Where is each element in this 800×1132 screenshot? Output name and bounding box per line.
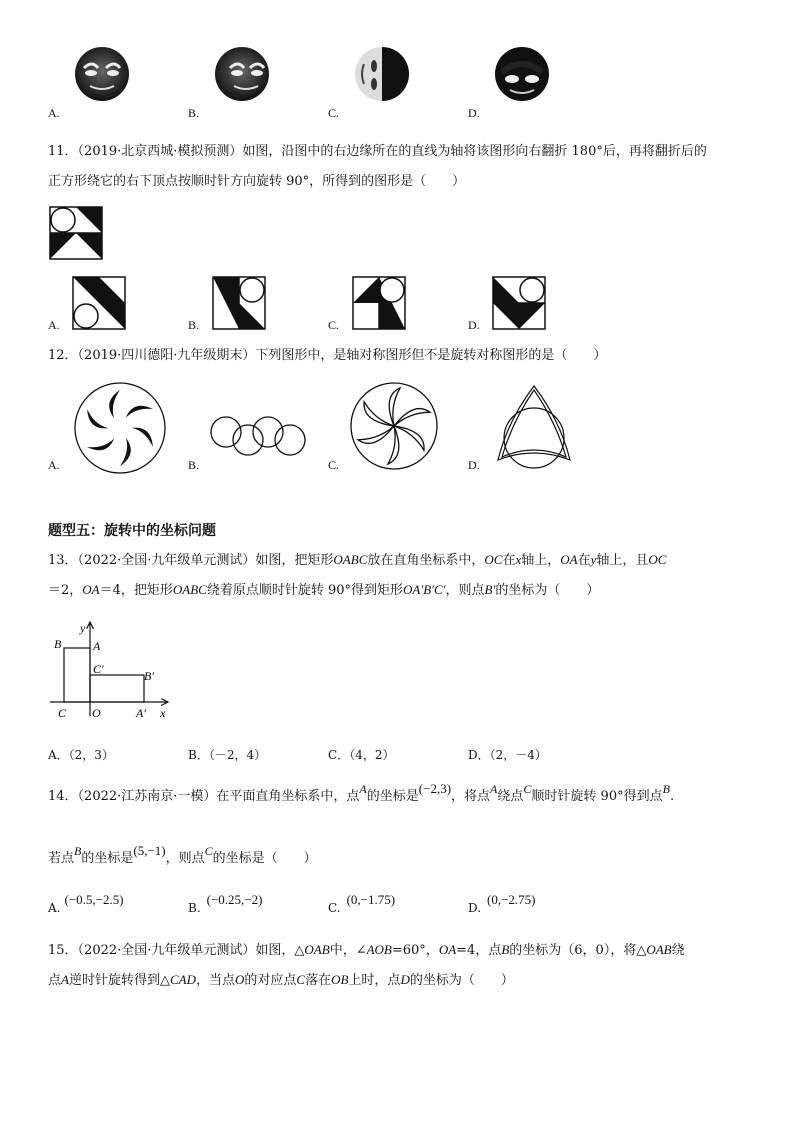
- q10-option-a-label: A.: [48, 106, 60, 120]
- q13-label-b: B: [54, 637, 62, 651]
- q13-label-o: O: [92, 706, 101, 720]
- q15-text: 的坐标为（ ）: [409, 973, 514, 988]
- q11-option-d-label: D.: [468, 318, 480, 332]
- q15-text: =4，点: [456, 943, 502, 958]
- q14-option-value: (−0.25,−2): [206, 892, 263, 907]
- q12-line1: [48, 346, 606, 366]
- q15-math: CAD: [169, 972, 196, 987]
- q13-label-a: A: [93, 639, 101, 653]
- q13-line2: [48, 580, 599, 601]
- q13-text: ＝4，把矩形: [99, 583, 173, 598]
- q13-math: x: [515, 552, 522, 567]
- q14-option-letter: B.: [188, 901, 201, 915]
- q12-option-b-label: B.: [188, 458, 200, 472]
- q13-option-a[interactable]: [48, 746, 114, 763]
- q11-option-c-figure: [352, 276, 406, 330]
- q14-text: 的坐标是: [81, 851, 134, 866]
- q15-text: ，当点: [195, 973, 235, 988]
- q15-math: OB: [331, 972, 349, 987]
- q15-text: 中，∠: [329, 943, 367, 958]
- q15-text: 点: [48, 973, 62, 988]
- q15-line2: [48, 970, 514, 991]
- q14-option-d[interactable]: [468, 892, 536, 915]
- q14-text: 顺时针旋转 90°得到点: [531, 789, 663, 804]
- q13-number: 13．: [48, 553, 78, 568]
- q15-text: 的坐标为（6，0），将△: [509, 943, 647, 958]
- q14-option-b[interactable]: [188, 892, 263, 915]
- q13-option-value: （2，－4）: [489, 748, 547, 762]
- q15-math: OAB: [646, 942, 672, 957]
- q14-text: ，将点: [451, 789, 491, 804]
- q14-number: 14．: [48, 789, 78, 804]
- q15-math: A: [61, 972, 69, 987]
- q10-option-d-label: D.: [468, 106, 480, 120]
- q13-label-cprime: C′: [93, 662, 104, 676]
- q15-text: 逆时针旋转得到△: [68, 973, 170, 988]
- q12-option-c-figure: [348, 380, 440, 472]
- q12-option-c-label: C.: [328, 458, 340, 472]
- q13-math: OC: [648, 552, 667, 567]
- q10-option-c-label: C.: [328, 106, 340, 120]
- q14-text: ，则点: [165, 851, 205, 866]
- q13-option-d[interactable]: [468, 746, 547, 763]
- q10-option-a-figure: [72, 44, 132, 104]
- q12-option-d-label: D.: [468, 458, 480, 472]
- q13-text: 在: [577, 553, 591, 568]
- q13-text: 轴上，且: [596, 553, 649, 568]
- q11-line1: [48, 142, 707, 162]
- q14-text: 的坐标是（ ）: [212, 851, 317, 866]
- q14-math: (5,−1): [133, 843, 166, 858]
- q14-text: 若点: [48, 851, 75, 866]
- q14-text: .: [669, 789, 675, 804]
- q14-math: C: [204, 844, 213, 858]
- q11-option-b-label: B.: [188, 318, 200, 332]
- q13-option-letter: B．: [188, 748, 209, 762]
- q14-math: A: [490, 782, 498, 796]
- q15-math: D: [400, 972, 410, 987]
- q14-line1: [48, 781, 675, 807]
- q12-option-d-figure: [488, 380, 580, 472]
- q13-text: 的坐标为（ ）: [495, 583, 600, 598]
- q13-line1: [48, 550, 666, 571]
- q12-option-a-figure: [72, 380, 168, 476]
- q13-option-letter: A．: [48, 748, 69, 762]
- q10-option-d-figure: [492, 44, 552, 104]
- q13-option-letter: C．: [328, 748, 350, 762]
- q13-text: 如图，把矩形: [255, 553, 334, 568]
- q11-line2: 正方形绕它的右下顶点按顺时针方向旋转 90°，所得到的图形是（ ）: [48, 174, 466, 189]
- q15-text: 绕: [671, 943, 685, 958]
- q14-text: 在平面直角坐标系中，点: [216, 789, 360, 804]
- q13-source: （2022·全国·九年级单元测试）: [77, 553, 256, 568]
- q13-text: ＝2，: [48, 583, 83, 598]
- q15-math: AOB: [366, 942, 392, 957]
- q13-math: OA′B′C′: [403, 582, 446, 597]
- q13-option-b[interactable]: [188, 746, 266, 763]
- q14-math: C: [523, 782, 532, 796]
- q14-option-c[interactable]: [328, 892, 396, 915]
- q14-line2: [48, 843, 317, 869]
- q13-option-value: （4，2）: [349, 748, 395, 762]
- q11-figure: [49, 206, 103, 260]
- q13-option-c[interactable]: [328, 746, 394, 763]
- q11-option-c-label: C.: [328, 318, 340, 332]
- q13-text: 轴上，: [521, 553, 561, 568]
- q12-text: 下列图形中，是轴对称图形但不是旋转对称图形的是（ ）: [255, 348, 607, 363]
- q15-math: C: [296, 972, 306, 987]
- q13-option-value: （－2，4）: [208, 748, 267, 762]
- q15-line1: [48, 940, 685, 961]
- q11-number: 11．: [48, 144, 78, 159]
- q15-math: O: [234, 972, 245, 987]
- q13-text: 放在直角坐标系中，: [367, 553, 485, 568]
- q13-math: OC: [484, 552, 503, 567]
- q10-option-c-figure: [352, 44, 412, 104]
- q13-math: y: [590, 552, 597, 567]
- q14-option-a[interactable]: [48, 892, 124, 915]
- q13-math: OA: [560, 552, 578, 567]
- q15-math: OA: [438, 942, 457, 957]
- section-title: 题型五：旋转中的坐标问题: [48, 523, 216, 539]
- q13-text: 绕着原点顺时针旋转 90°得到矩形: [206, 583, 404, 598]
- q11-option-a-label: A.: [48, 318, 60, 332]
- q14-option-value: (0,−1.75): [346, 892, 396, 907]
- q14-option-value: (0,−2.75): [487, 892, 536, 907]
- q12-option-a-label: A.: [48, 458, 60, 472]
- q15-math: B: [501, 942, 510, 957]
- q13-option-value: （2，3）: [68, 748, 114, 762]
- q15-text: 如图，△: [255, 943, 305, 958]
- q13-label-y: y: [80, 621, 86, 635]
- q15-source: （2022·全国·九年级单元测试）: [77, 943, 256, 958]
- q15-text: =60°，: [391, 943, 439, 958]
- q13-figure: [46, 618, 176, 722]
- q13-text: 在: [502, 553, 516, 568]
- q15-math: OAB: [304, 942, 330, 957]
- q14-text: 绕点: [497, 789, 524, 804]
- q14-source: （2022·江苏南京·一模）: [77, 789, 217, 804]
- q13-label-x: x: [160, 706, 166, 720]
- q12-option-b-figure: [206, 408, 318, 464]
- q14-text: 的坐标是: [366, 789, 419, 804]
- q13-math: OABC: [172, 582, 207, 597]
- q14-math: (−2,3): [418, 781, 452, 796]
- q11-text-1: 如图，沿图中的右边缘所在的直线为轴将该图形向右翻折 180°后，再将翻折后的: [242, 144, 707, 159]
- q15-text: 上时，点: [348, 973, 401, 988]
- q13-label-c: C: [58, 706, 67, 720]
- q13-math: B′: [484, 582, 496, 597]
- q14-math: B: [74, 844, 82, 858]
- q11-option-b-figure: [212, 276, 266, 330]
- q15-text: 落在: [305, 973, 332, 988]
- q10-option-b-figure: [212, 44, 272, 104]
- q14-math: A: [359, 782, 367, 796]
- q15-text: 的对应点: [244, 973, 297, 988]
- q11-option-d-figure: [492, 276, 546, 330]
- q13-math: OA: [82, 582, 100, 597]
- q14-option-letter: A.: [48, 901, 61, 915]
- q14-option-letter: C.: [328, 901, 341, 915]
- q13-label-bprime: B′: [144, 669, 154, 683]
- q11-source: （2019·北京西城·模拟预测）: [77, 144, 243, 159]
- q15-number: 15．: [48, 943, 78, 958]
- q12-source: （2019·四川德阳·九年级期末）: [77, 348, 256, 363]
- q13-label-aprime: A′: [136, 706, 146, 720]
- q13-math: OABC: [333, 552, 368, 567]
- q14-math: B: [662, 782, 670, 796]
- q12-number: 12．: [48, 348, 78, 363]
- q14-option-value: (−0.5,−2.5): [64, 892, 124, 907]
- q13-option-letter: D．: [468, 748, 490, 762]
- q11-option-a-figure: [72, 276, 126, 330]
- q10-option-b-label: B.: [188, 106, 200, 120]
- q14-option-letter: D.: [468, 901, 482, 915]
- q13-text: ，则点: [445, 583, 485, 598]
